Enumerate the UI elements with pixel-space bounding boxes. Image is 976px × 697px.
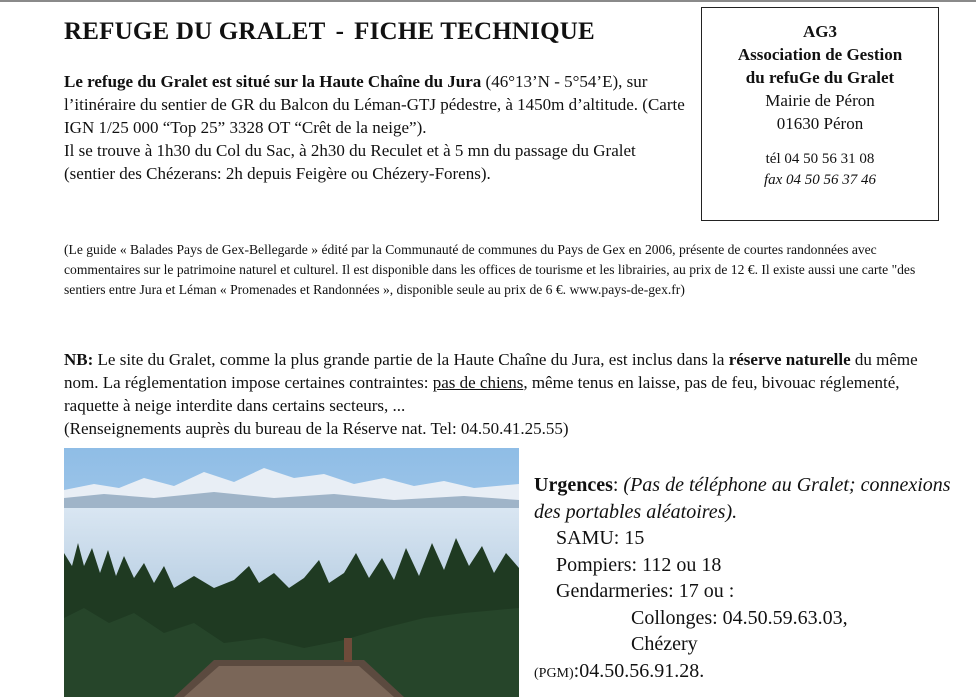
collonges-number: Collonges: 04.50.59.63.03,: [631, 606, 848, 629]
org-name-line-1: Association de Gestion: [737, 45, 903, 64]
guide-paragraph: (Le guide « Balades Pays de Gex-Bellegarde » édité par la Communauté de communes du Pays de Gex en 2006, présente de courtes randonnées avec commentaires sur le patrimoine naturel et culturel. Il est disponible dans les offices de tourisme et les librairies, au prix de 12 €. Il existe aussi une carte "des sentiers entre Jura et Léman « Promenades et Randonnées », disponible seule au prix de 6 €. www.pays-de-gex.fr): [64, 242, 916, 297]
intro-paragraph: [64, 70, 689, 185]
intro-location: (46°13’N - 5°54’E), sur l’itinéraire du sentier de GR du Balcon du Léman-GTJ pédestre, à 1450m d’altitude. (Carte IGN 1/25 000 “Top 25” 3328 OT “Crêt de la neige”).: [64, 72, 685, 137]
page-title: [64, 18, 595, 46]
pompiers-number: Pompiers: 112 ou 18: [556, 553, 722, 576]
title-separator: -: [335, 18, 345, 45]
address-line-1: Mairie de Péron: [765, 91, 875, 110]
contact-box: [701, 7, 939, 221]
emergency-label: Urgences: [534, 474, 613, 496]
pgm-number: :04.50.56.91.28.: [573, 659, 705, 682]
intro-lead: Le refuge du Gralet est situé sur la Haute Chaîne du Jura: [64, 72, 482, 91]
samu-number: SAMU: 15: [556, 527, 645, 549]
org-code: AG3: [803, 22, 837, 41]
address-line-2: 01630 Péron: [776, 114, 864, 133]
pgm-label: (PGM): [534, 665, 574, 681]
emergency-note: (Pas de téléphone au Gralet; connexions des portables aléatoires).: [534, 474, 951, 523]
fax-number: fax 04 50 56 37 46: [763, 172, 877, 188]
top-rule: [0, 0, 976, 2]
phone-number: tél 04 50 56 31 08: [765, 151, 875, 167]
nb-text: , même tenus en laisse, pas de feu, bivouac réglementé, raquette à neige interdite dans certains secteurs, ...: [64, 373, 900, 415]
nb-label: NB:: [64, 350, 94, 369]
nb-text: du même nom. La réglementation impose certaines contraintes:: [64, 350, 918, 392]
org-name-line-2: du refuGe du Gralet: [745, 68, 895, 87]
title-sub: FICHE TECHNIQUE: [354, 18, 595, 45]
nb-reserve: réserve naturelle: [728, 350, 851, 369]
chezery-label: Chézery: [631, 633, 698, 655]
intro-access: Il se trouve à 1h30 du Col du Sac, à 2h30 du Reculet et à 5 mn du passage du Gralet (sentier des Chézerans: 2h depuis Feigère ou Chézery-Forens).: [64, 141, 636, 183]
emergency-colon: :: [612, 474, 624, 496]
title-main: REFUGE DU GRALET: [64, 18, 326, 45]
gendarmeries-number: Gendarmeries: 17 ou :: [556, 580, 735, 602]
nb-contact: (Renseignements auprès du bureau de la Réserve nat. Tel: 04.50.41.25.55): [64, 419, 569, 438]
nb-no-dogs: pas de chiens: [432, 373, 524, 392]
nb-paragraph: [64, 348, 924, 440]
emergency-section: [534, 472, 954, 687]
landscape-photo: [64, 448, 519, 697]
nb-text: Le site du Gralet, comme la plus grande partie de la Haute Chaîne du Jura, est inclus dans la: [93, 350, 729, 369]
